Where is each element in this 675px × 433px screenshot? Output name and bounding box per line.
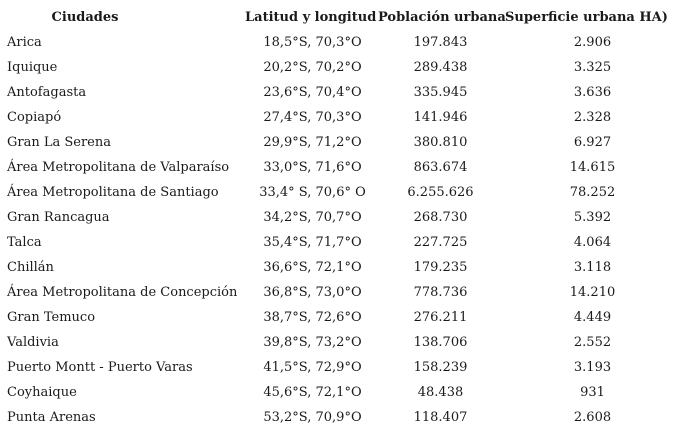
cell-population: 268.730 [413,210,468,225]
cell-city: Iquique [7,60,58,75]
cell-city: Coyhaique [7,385,77,400]
cell-area: 3.325 [573,60,612,75]
table-row [0,330,675,355]
table-row [0,305,675,330]
table-row [0,180,675,205]
cell-area: 3.193 [573,360,612,375]
cell-city: Valdivia [7,335,59,350]
table-row [0,380,675,405]
table-row [0,130,675,155]
cell-coordinates: 53,2°S, 70,9°O [263,410,362,425]
table-row [0,355,675,380]
cell-coordinates: 33,4° S, 70,6° O [259,185,366,200]
cell-population: 227.725 [413,235,468,250]
cell-population: 118.407 [413,410,468,425]
cell-coordinates: 36,8°S, 73,0°O [263,285,362,300]
table-row [0,230,675,255]
table-row [0,80,675,105]
cell-area: 78.252 [569,185,616,200]
cell-city: Área Metropolitana de Santiago [7,185,219,200]
cell-population: 197.843 [413,35,468,50]
cell-area: 2.906 [573,35,612,50]
cell-city: Chillán [7,260,54,275]
cell-city: Gran La Serena [7,135,111,150]
cell-coordinates: 29,9°S, 71,2°O [263,135,362,150]
cell-city: Área Metropolitana de Valparaíso [7,160,230,175]
table-row [0,255,675,280]
cell-population: 335.945 [413,85,468,100]
cell-city: Copiapó [7,110,62,125]
cell-area: 4.449 [573,310,612,325]
cell-city: Talca [7,235,42,250]
cell-area: 2.328 [573,110,612,125]
cell-coordinates: 39,8°S, 73,2°O [263,335,362,350]
cell-area: 5.392 [573,210,612,225]
table-row [0,55,675,80]
header-row [0,4,675,30]
cell-population: 778.736 [413,285,468,300]
cell-population: 380.810 [413,135,468,150]
cities-table [0,4,675,430]
header-area: Superficie urbana HA) [505,9,668,25]
table-row [0,105,675,130]
table-row [0,30,675,55]
cell-area: 6.927 [573,135,612,150]
cell-coordinates: 23,6°S, 70,4°O [263,85,362,100]
cell-area: 14.210 [569,285,616,300]
cell-population: 6.255.626 [407,185,474,200]
cell-area: 2.552 [573,335,612,350]
cell-area: 3.118 [573,260,612,275]
header-population: Población urbana [378,9,506,25]
cell-city: Arica [7,35,42,50]
cell-city: Punta Arenas [7,410,96,425]
cell-area: 14.615 [569,160,616,175]
cell-coordinates: 27,4°S, 70,3°O [263,110,362,125]
cell-city: Antofagasta [7,85,87,100]
cell-city: Área Metropolitana de Concepción [7,285,238,300]
cell-population: 138.706 [413,335,468,350]
cell-coordinates: 36,6°S, 72,1°O [263,260,362,275]
cell-area: 3.636 [573,85,612,100]
table-row [0,155,675,180]
cell-population: 48.438 [417,385,464,400]
cell-city: Gran Temuco [7,310,96,325]
cell-population: 141.946 [413,110,468,125]
cell-coordinates: 33,0°S, 71,6°O [263,160,362,175]
header-cities: Ciudades [51,9,119,25]
table-row [0,405,675,430]
cell-city: Puerto Montt - Puerto Varas [7,360,193,375]
cell-coordinates: 18,5°S, 70,3°O [263,35,362,50]
cell-coordinates: 45,6°S, 72,1°O [263,385,362,400]
table-row [0,280,675,305]
cell-population: 158.239 [413,360,468,375]
table-row [0,205,675,230]
cell-coordinates: 38,7°S, 72,6°O [263,310,362,325]
cell-area: 931 [580,385,605,400]
header-coordinates: Latitud y longitud [245,9,377,25]
cell-area: 2.608 [573,410,612,425]
cell-area: 4.064 [573,235,612,250]
cell-coordinates: 20,2°S, 70,2°O [263,60,362,75]
cell-city: Gran Rancagua [7,210,110,225]
cell-population: 179.235 [413,260,468,275]
cell-coordinates: 35,4°S, 71,7°O [263,235,362,250]
cell-coordinates: 34,2°S, 70,7°O [263,210,362,225]
cell-population: 863.674 [413,160,468,175]
cell-population: 289.438 [413,60,468,75]
cell-population: 276.211 [413,310,468,325]
cell-coordinates: 41,5°S, 72,9°O [263,360,362,375]
